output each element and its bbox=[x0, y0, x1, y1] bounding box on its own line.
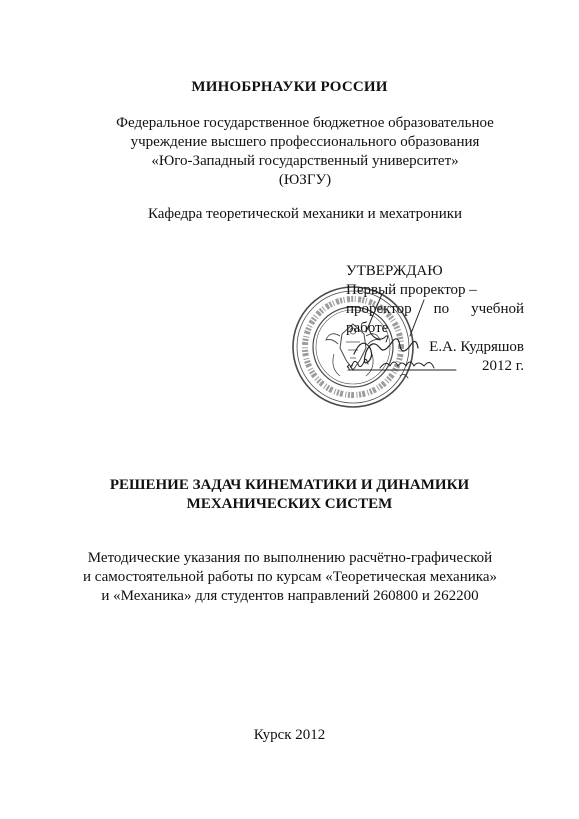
department-name: Кафедра теоретической механики и мехатроники bbox=[147, 206, 463, 222]
title-line-2: МЕХАНИЧЕСКИХ СИСТЕМ bbox=[186, 496, 393, 512]
document-description bbox=[40, 549, 540, 606]
description-line-1: Методические указания по выполнению расчётно-графической bbox=[87, 550, 493, 566]
approval-position-line-1: Первый проректор – bbox=[346, 282, 477, 298]
approval-signatory: Е.А. Кудряшов bbox=[429, 339, 524, 355]
approval-word-educational: учебной bbox=[471, 301, 524, 317]
approval-word-prorector: проректор bbox=[346, 301, 412, 317]
document-title bbox=[0, 476, 579, 514]
approval-word-po: по bbox=[433, 301, 450, 317]
handwritten-signature bbox=[340, 292, 490, 382]
description-line-2: и самостоятельной работы по курсам «Теоретическая механика» bbox=[83, 569, 497, 585]
institution-block bbox=[90, 114, 520, 190]
institution-line-1: Федеральное государственное бюджетное образовательное bbox=[116, 115, 494, 131]
institution-line-4: (ЮЗГУ) bbox=[278, 172, 332, 188]
institution-line-2: учреждение высшего профессионального образования bbox=[130, 134, 480, 150]
title-line-1: РЕШЕНИЕ ЗАДАЧ КИНЕМАТИКИ И ДИНАМИКИ bbox=[109, 477, 470, 493]
ministry-heading: МИНОБРНАУКИ РОССИИ bbox=[191, 79, 388, 95]
approval-date-year: 2012 г. bbox=[482, 358, 524, 374]
approval-position-line-3: работе bbox=[346, 320, 389, 336]
city-year-footer: Курск 2012 bbox=[253, 727, 326, 743]
approval-heading: УТВЕРЖДАЮ bbox=[346, 263, 443, 279]
approval-date-quote: « bbox=[346, 358, 354, 374]
institution-line-3: «Юго-Западный государственный университет» bbox=[151, 153, 459, 169]
description-line-3: и «Механика» для студентов направлений 260800 и 262200 bbox=[101, 588, 479, 604]
